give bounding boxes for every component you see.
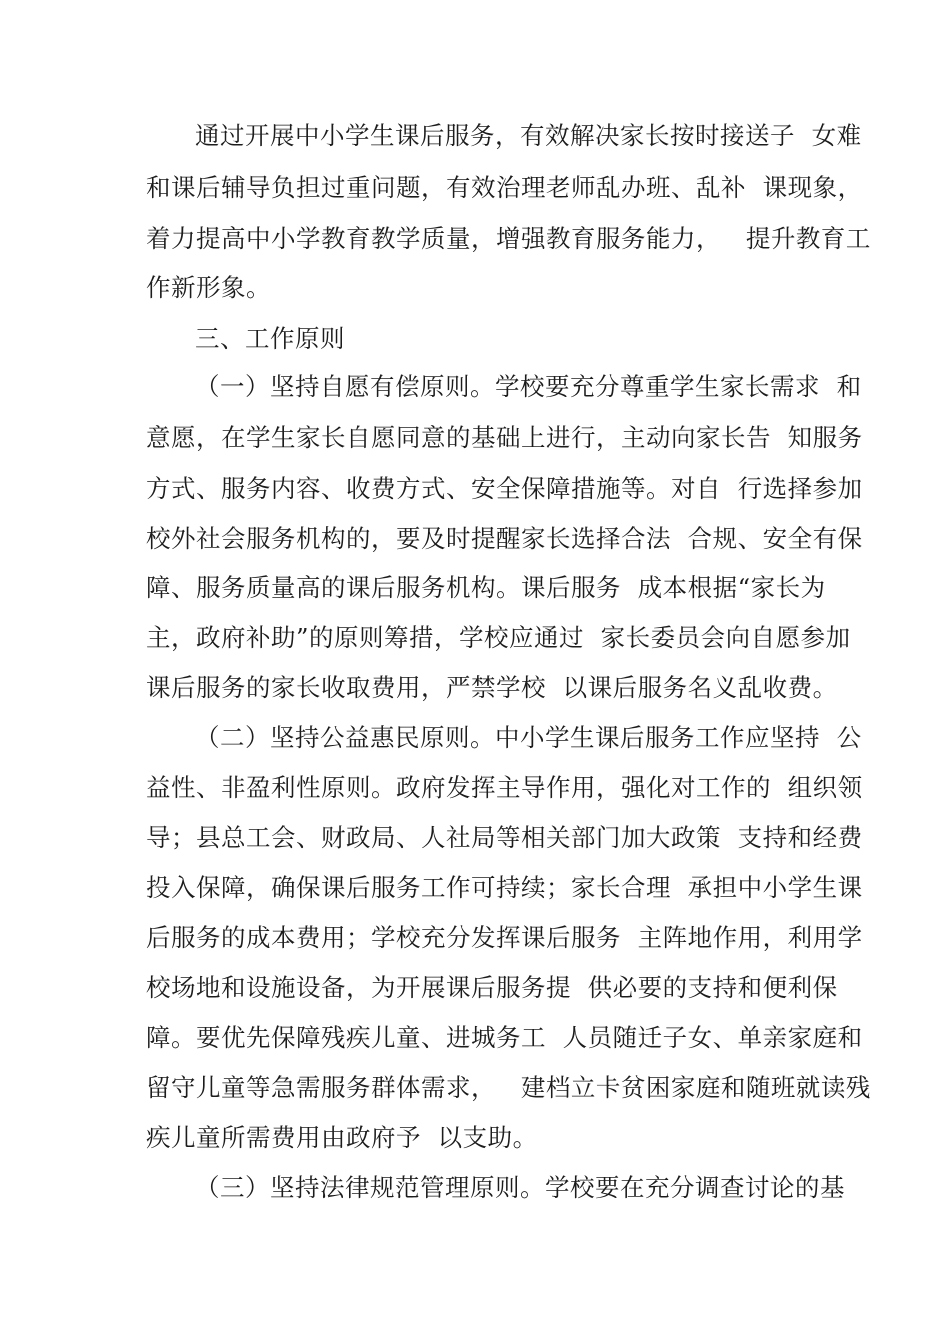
text-line: 留守儿童等急需服务群体需求， 建档立卡贫困家庭和随班就读残 [146, 1073, 871, 1102]
text-line: （三）坚持法律规范管理原则。学校要在充分调查讨论的基 [195, 1173, 845, 1202]
text-line: （二）坚持公益惠民原则。中小学生课后服务工作应坚持 公 [195, 723, 862, 752]
text-line: 障、服务质量高的课后服务机构。课后服务 成本根据“家长为 [146, 573, 826, 602]
text-line: 益性、非盈利性原则。政府发挥主导作用，强化对工作的 组织领 [146, 773, 863, 802]
text-line: 校外社会服务机构的，要及时提醒家长选择合法 合规、安全有保 [146, 524, 863, 553]
text-line: 作新形象。 [146, 273, 271, 302]
text-line: 后服务的成本费用；学校充分发挥课后服务 主阵地作用，利用学 [146, 923, 863, 952]
text-line: 意愿，在学生家长自愿同意的基础上进行，主动向家长告 知服务 [146, 423, 863, 452]
text-line: 校场地和设施设备，为开展课后服务提 供必要的支持和便利保 [146, 973, 838, 1002]
section-heading: 三、工作原则 [195, 324, 345, 353]
text-line: 障。要优先保障残疾儿童、进城务工 人员随迁子女、单亲家庭和 [146, 1023, 863, 1052]
text-line: 主，政府补助”的原则筹措，学校应通过 家长委员会向自愿参加 [146, 623, 851, 652]
text-line: 着力提高中小学教育教学质量，增强教育服务能力， 提升教育工 [146, 224, 871, 253]
text-line: （一）坚持自愿有偿原则。学校要充分尊重学生家长需求 和 [195, 372, 862, 401]
text-line: 疾儿童所需费用由政府予 以支助。 [146, 1123, 538, 1152]
text-line: 导；县总工会、财政局、人社局等相关部门加大政策 支持和经费 [146, 823, 863, 852]
text-line: 投入保障，确保课后服务工作可持续；家长合理 承担中小学生课 [146, 873, 863, 902]
text-line: 和课后辅导负担过重问题，有效治理老师乱办班、乱补 课现象， [146, 173, 863, 202]
text-line: 通过开展中小学生课后服务，有效解决家长按时接送子 女难 [195, 121, 862, 150]
text-line: 课后服务的家长收取费用，严禁学校 以课后服务名义乱收费。 [146, 673, 838, 702]
text-line: 方式、服务内容、收费方式、安全保障措施等。对自 行选择参加 [146, 474, 863, 503]
